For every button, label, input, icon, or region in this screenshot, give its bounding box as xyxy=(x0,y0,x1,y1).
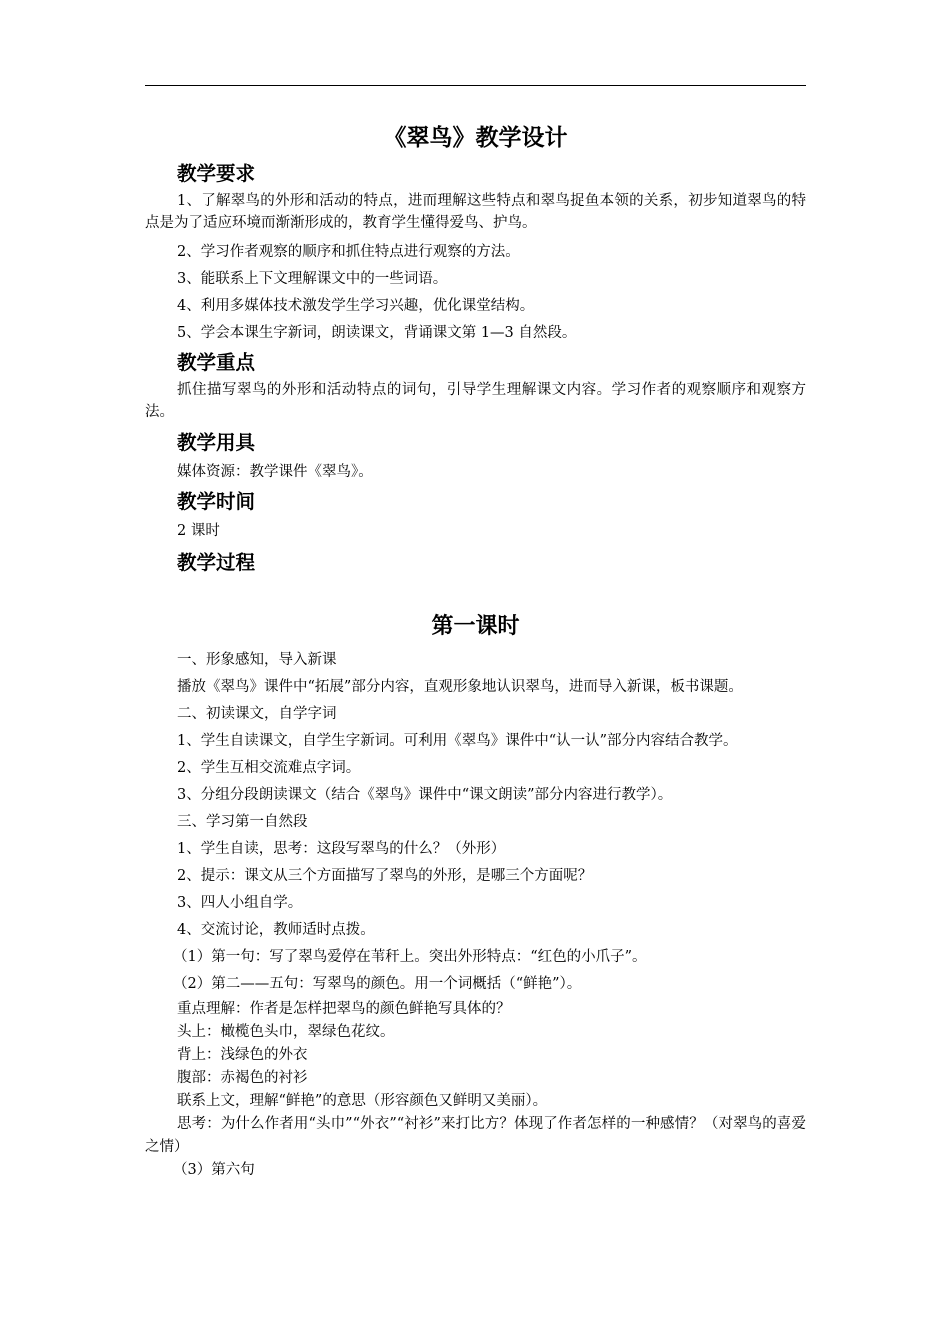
lesson-line: 3、分组分段朗读课文（结合《翠鸟》课件中“课文朗读”部分内容进行教学）。 xyxy=(177,787,673,803)
requirement-item: 5、学会本课生字新词，朗读课文，背诵课文第 1—3 自然段。 xyxy=(177,325,577,341)
lesson-line: 联系上文，理解“鲜艳”的意思（形容颜色又鲜明又美丽）。 xyxy=(177,1093,548,1109)
lesson-line: 腹部：赤褐色的衬衫 xyxy=(177,1070,308,1086)
tools-text: 媒体资源：教学课件《翠鸟》。 xyxy=(177,464,373,480)
lesson-line: 4、交流讨论，教师适时点拨。 xyxy=(177,922,375,938)
lesson-line: 播放《翠鸟》课件中“拓展”部分内容，直观形象地认识翠鸟，进而导入新课，板书课题。 xyxy=(177,679,743,695)
lesson-line: 1、学生自读课文，自学生字新词。可利用《翠鸟》课件中“认一认”部分内容结合教学。 xyxy=(177,733,738,749)
lesson-steps xyxy=(145,647,806,998)
lesson-line: （1）第一句：写了翠鸟爱停在苇秆上。突出外形特点：“红色的小爪子”。 xyxy=(173,949,647,965)
lesson-line: 1、学生自读，思考：这段写翠鸟的什么？（外形） xyxy=(177,841,506,857)
requirement-item: 1、了解翠鸟的外形和活动的特点，进而理解这些特点和翠鸟捉鱼本领的关系，初步知道翠鸟的特点是为了适应环境而渐渐形成的，教育学生懂得爱鸟、护鸟。 xyxy=(145,193,806,231)
lesson-line: 思考：为什么作者用“头巾”“外衣”“衬衫”来打比方？体现了作者怎样的一种感情？（对翠鸟的喜爱之情） xyxy=(145,1116,806,1155)
lesson-heading: 第一课时 xyxy=(431,614,520,639)
lesson-line: （3）第六句 xyxy=(173,1162,255,1178)
lesson-details xyxy=(145,998,806,1182)
lesson-line: 重点理解：作者是怎样把翠鸟的颜色鲜艳写具体的？ xyxy=(177,1001,511,1017)
lesson-line: 三、学习第一自然段 xyxy=(177,814,308,830)
requirement-item: 3、能联系上下文理解课文中的一些词语。 xyxy=(177,271,448,287)
lesson-line: 2、提示：课文从三个方面描写了翠鸟的外形，是哪三个方面呢？ xyxy=(177,868,593,884)
lesson-line: 一、形象感知，导入新课 xyxy=(177,652,337,668)
lesson-line: 3、四人小组自学。 xyxy=(177,895,303,911)
heading-requirements: 教学要求 xyxy=(177,162,256,185)
lesson-line: 背上：浅绿色的外衣 xyxy=(177,1047,308,1063)
document-body xyxy=(145,118,806,1182)
header-rule xyxy=(145,85,806,86)
heading-focus: 教学重点 xyxy=(177,351,256,374)
requirement-item: 2、学习作者观察的顺序和抓住特点进行观察的方法。 xyxy=(177,244,520,260)
requirement-item: 4、利用多媒体技术激发学生学习兴趣，优化课堂结构。 xyxy=(177,298,535,314)
lesson-line: （2）第二——五句：写翠鸟的颜色。用一个词概括（“鲜艳”）。 xyxy=(173,976,582,992)
document-title: 《翠鸟》教学设计 xyxy=(383,125,568,151)
focus-text: 抓住描写翠鸟的外形和活动特点的词句，引导学生理解课文内容。学习作者的观察顺序和观察方法。 xyxy=(145,382,806,420)
heading-process: 教学过程 xyxy=(177,551,256,574)
lesson-line: 二、初读课文，自学字词 xyxy=(177,706,337,722)
lesson-line: 头上：橄榄色头巾，翠绿色花纹。 xyxy=(177,1024,395,1040)
time-text: 2 课时 xyxy=(177,523,220,539)
heading-time: 教学时间 xyxy=(177,490,256,513)
lesson-line: 2、学生互相交流难点字词。 xyxy=(177,760,361,776)
heading-tools: 教学用具 xyxy=(177,431,256,454)
